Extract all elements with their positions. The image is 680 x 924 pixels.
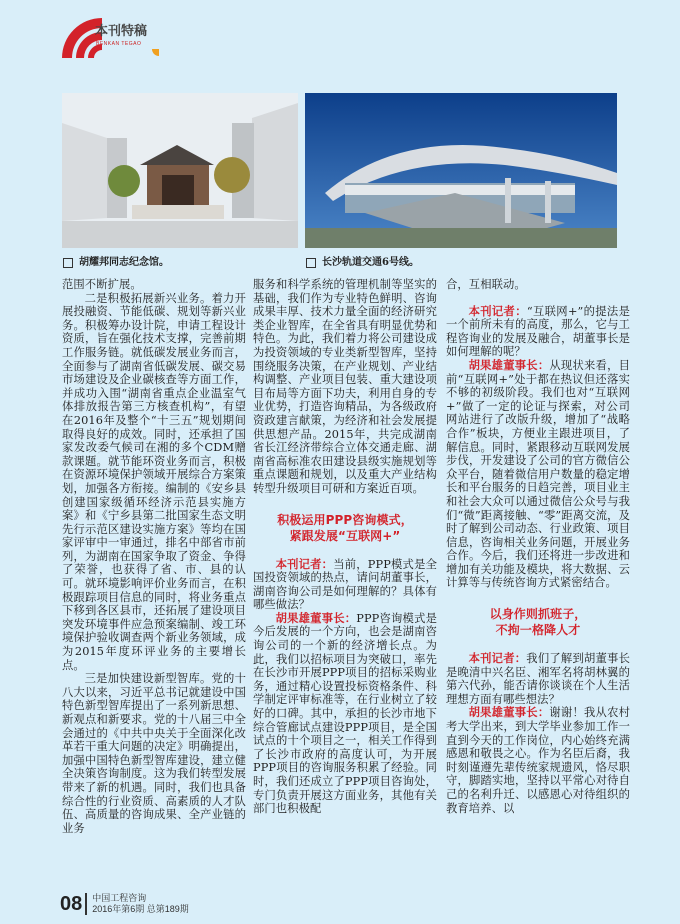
question-text: 我们了解到胡董事长是晚清中兴名臣、湘军名将胡林翼的第六代孙，能否请你谈谈在个人生活理想方面有哪些想法？ <box>446 652 630 706</box>
article-column-2 <box>253 278 437 816</box>
speaker-label: 本刊记者： <box>468 303 527 318</box>
interview-answer <box>446 359 630 590</box>
interview-question <box>446 305 630 359</box>
section-subtitle: BENKAN TEGAO <box>96 41 142 47</box>
interview-question <box>446 652 630 706</box>
caption-box-icon <box>63 258 73 268</box>
question-text: 当前，PPP模式是全国投资领域的热点，请问胡董事长，湖南咨询公司是如何理解的？具体有哪些做法？ <box>253 557 437 612</box>
page-footer <box>60 893 189 915</box>
photo-memorial-hall <box>62 93 298 248</box>
footer-divider <box>85 893 87 915</box>
heading-line: 以身作则抓班子， <box>489 607 587 622</box>
caption-text: 胡耀邦同志纪念馆。 <box>79 257 169 268</box>
question-text: “互联网+”的提法是一个前所未有的高度，那么，它与工程咨询业的发展及融合，胡董事长是如何理解的呢？ <box>446 304 630 359</box>
paragraph: 范围不断扩展。 <box>62 278 142 291</box>
caption-text: 长沙轨道交通6号线。 <box>322 257 419 268</box>
interview-answer <box>253 612 437 816</box>
speaker-label: 胡果雄董事长： <box>468 357 550 372</box>
speaker-label: 本刊记者： <box>468 651 527 666</box>
photo-caption-2 <box>306 257 419 269</box>
speaker-label: 胡果雄董事长： <box>275 610 357 625</box>
photo-caption-1 <box>63 257 169 269</box>
caption-box-icon <box>306 258 316 268</box>
issue-info: 2016年第6期 总第189期 <box>92 904 189 914</box>
answer-text: 从现状来看，目前“互联网+”处于都在热议但还落实不够的初级阶段。我们也对“互联网+”做了一定的论证与探索，对公司网站进行了改版升级，增加了“战略合作”板块，方便业主跟进项目，了解信息。同时，紧跟移动互联网发展步伐，开发建设了公司的官方微信公众平台，随着微信用户数量的稳定增长和平台服务的日趋完善，项目业主和社会大众可以通过微信公众号与我们“微”距离接触、“零”距离交流，及时了解到公司动态、行业政策、项目信息，咨询相关业务问题，开展业务合作。今后，我们还将进一步改进和增加有关功能及模块，将大数据、云计算等与传统咨询方式紧密结合。 <box>446 358 631 590</box>
heading-line: 紧跟发展“互联网+” <box>289 528 401 543</box>
interview-question <box>253 558 437 612</box>
paragraph: 二是积极拓展新兴业务。着力开展投融资、节能低碳、规划等新兴业务。积极筹办设计院，申请工程设计资质，旨在强化技术支撑，完善前期工作服务链。就低碳发展业务而言，全面参与了湖南省低碳发展、碳交易市场建设及企业碳核查等方面工作，并成功入围“湖南省重点企业温室气体排放报告第三方核查机构”，有望在2016年及整个“十三五”规划期间取得良好的成效。同时，还承担了国家发改委气候司在湘的多个CDM赠款课题。就节能环资业务而言，积极在资源环境保护领域开展综合方案策划，加强各方衔接。编制的《安乡县创建国家级循环经济示范县实施方案》和《宁乡县第二批国家生态文明先行示范区建设实施方案》等均在国家评审中一审通过，排名中部省市前列，为湖南在国家争取了资金、争得了荣誉，也获得了省、市、县的认可。就环境影响评价业务而言，在积极跟踪项目信息的同时，将业务重点下移到各区县市，还拓展了建设项目突发环境事件应急预案编制、竣工环境保护验收调查两个新业务领域，成为2015年度环评业务的主要增长点。 <box>62 291 246 672</box>
speaker-label: 胡果雄董事长： <box>468 705 550 720</box>
article-column-3 <box>446 278 630 815</box>
page-number: 08 <box>60 893 83 915</box>
paragraph: 合，互相联动。 <box>446 278 526 291</box>
article-column-1 <box>62 278 246 835</box>
section-title: 本刊特稿 <box>95 24 148 39</box>
section-heading-leadership <box>446 606 630 638</box>
section-heading-ppp <box>253 512 437 544</box>
answer-text: PPP咨询模式是今后发展的一个方向，也会是湖南咨询公司的一个新的经济增长点。为此，我们以招标项目为突破口，率先在长沙市开展PPP项目的招标采购业务，通过精心设置投标资格条件、科学制定评审标准等，在行业树立了较好的口碑。其中，承担的长沙市地下综合管廊试点建设PPP项目，是全国试点的十个项目之一，相关工作得到了长沙市政府的高度认可，为开展PPP项目的咨询服务积累了经验。同时，我们还成立了PPP项目咨询处，专门负责开展这方面业务，其他有关部门也积极配 <box>253 611 438 816</box>
paragraph: 服务和科学系统的管理机制等坚实的基础，我们作为专业特色鲜明、咨询成果丰厚、技术力量全面的经济研究类企业智库，在全省具有明显优势和特色。为此，我们着力将公司建设成为投资领域的专业类新型智库，坚持围绕服务决策，在产业规划、产业结构调整、产业项目包装、重大建设项目布局等方面下功夫，利用自身的专业优势，打造咨询精品，为各级政府资政建言献策，为经济和社会发展提供思想产品。2015年，共完成湖南省长江经济带综合立体交通走廊、湖南省高标准农田建设县级实施规划等重点课题和规划，以及重大产业结构转型升级项目可研和方案近百项。 <box>253 278 437 495</box>
interview-answer <box>446 706 630 815</box>
photo-metro-line-6 <box>305 93 617 248</box>
speaker-label: 本刊记者： <box>275 556 334 571</box>
heading-line: 积极运用PPP咨询模式， <box>277 512 413 527</box>
answer-text: 谢谢！我从农村考大学出来，到大学毕业参加工作一直到今天的工作岗位，内心始终充满感恩和敬畏之心。作为名臣后裔，我时刻谨遵先辈传统家规遗风，恪尽职守，脚踏实地，坚持以平常心对待自己的名利升迁、以感恩心对待组织的教育培养、以 <box>446 706 631 815</box>
paragraph: 三是加快建设新型智库。党的十八大以来，习近平总书记就建设中国特色新型智库提出了一系列新思想、新观点和新要求。党的十八届三中全会通过的《中共中央关于全面深化改革若干重大问题的决定》明确提出，加强中国特色新型智库建设，建立健全决策咨询制度。这为我们转型发展带来了新的机遇。同时，我们也具备综合性的行业资质、高素质的人才队伍、高质量的咨询成果、全产业链的业务 <box>62 672 246 835</box>
journal-name: 中国工程咨询 <box>92 893 147 903</box>
heading-line: 不拘一格降人才 <box>495 623 581 638</box>
